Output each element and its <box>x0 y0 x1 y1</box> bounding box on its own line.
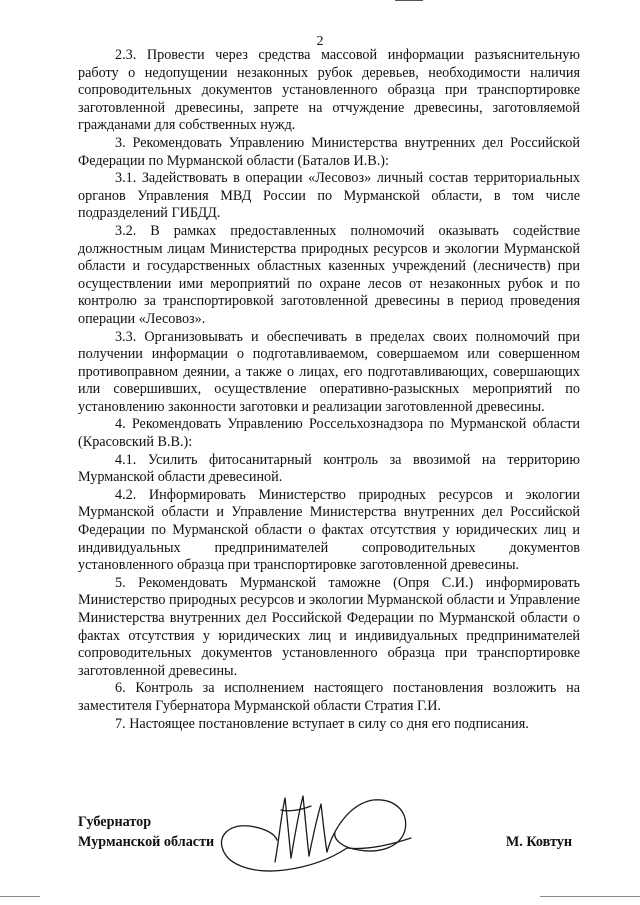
paragraph-3: 3. Рекомендовать Управлению Министерства внутренних дел Российской Федерации по Мурманской области (Баталов И.В.): <box>78 134 580 169</box>
scan-bottom-rule-right <box>540 896 640 897</box>
signatory-title-line2: Мурманской области <box>78 834 215 850</box>
document-body <box>78 47 580 733</box>
scan-bottom-rule-left <box>0 896 40 897</box>
page-number: 2 <box>316 34 324 49</box>
signatory-title-line1: Губернатор <box>78 814 152 830</box>
paragraph-5: 5. Рекомендовать Мурманской таможне (Опря С.И.) информировать Министерство природных ресурсов и экологии Мурманской области и Управление Министерства внутренних дел Российской Федерации по Мурманской области о фактах отсутствия у юридических лиц и индивидуальных предпринимателей сопроводительных документов установленного образца при транспортировке заготовленной древесины. <box>78 574 580 679</box>
scan-mark <box>395 0 423 1</box>
paragraph-3-1: 3.1. Задействовать в операции «Лесовоз» личный состав территориальных органов Управления МВД России по Мурманской области, в том числе подразделений ГИБДД. <box>78 170 580 222</box>
paragraph-3-2: 3.2. В рамках предоставленных полномочий оказывать содействие должностным лицам Министерства природных ресурсов и экологии Мурманской области и государственных областных казенных учреждений (лесничеств) при осуществлении ими мероприятий по охране лесов от незаконных рубок и по контролю за транспортировкой заготовленной древесины в период проведения операции «Лесовоз». <box>78 222 580 327</box>
signatory-title <box>78 812 214 852</box>
paragraph-7: 7. Настоящее постановление вступает в силу со дня его подписания. <box>115 715 529 732</box>
paragraph-3-3: 3.3. Организовывать и обеспечивать в пределах своих полномочий при получении информации о подготавливаемом, совершаемом или совершенном противоправном деянии, а также о лицах, его подготавливающих, совершающих или совершивших, осуществление оперативно-разыскных мероприятий по установлению законности заготовки и реализации заготовленной древесины. <box>78 328 580 415</box>
handwritten-signature-icon <box>215 790 415 880</box>
paragraph-4-1: 4.1. Усилить фитосанитарный контроль за ввозимой на территорию Мурманской области древесиной. <box>78 451 580 486</box>
paragraph-6: 6. Контроль за исполнением настоящего постановления возложить на заместителя Губернатора Мурманской области Стратия Г.И. <box>78 680 580 714</box>
signatory-name: М. Ковтун <box>505 834 572 850</box>
paragraph-4: 4. Рекомендовать Управлению Россельхознадзора по Мурманской области (Красовский В.В.): <box>78 416 580 451</box>
paragraph-2-3: 2.3. Провести через средства массовой информации разъяснительную работу о недопущении незаконных рубок деревьев, необходимости наличия сопроводительных документов установленного образца при транспортировке заготовленной древесины, запрете на отчуждение древесины, заготовляемой гражданами для собственных нужд. <box>78 47 580 134</box>
paragraph-4-2: 4.2. Информировать Министерство природных ресурсов и экологии Мурманской области и Управление Министерства внутренних дел Российской Федерации по Мурманской области о фактах отсутствия у юридических лиц и индивидуальных предпринимателей сопроводительных документов установленного образца при транспортировке заготовленной древесины. <box>78 486 580 574</box>
